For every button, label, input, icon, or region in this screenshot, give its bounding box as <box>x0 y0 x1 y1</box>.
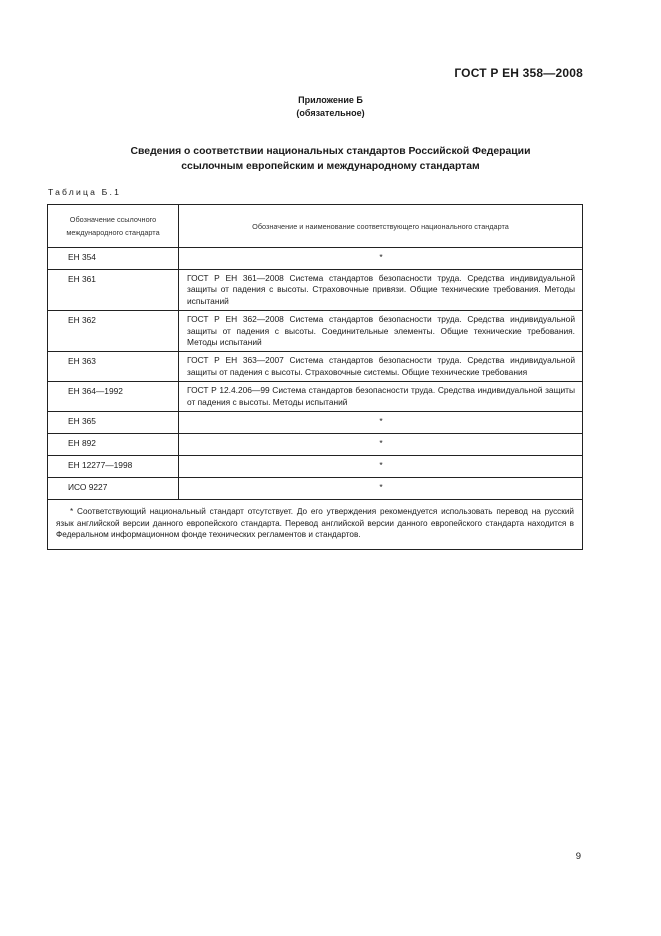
appendix-heading <box>0 94 661 120</box>
row-value: * <box>179 456 583 478</box>
header-international-standard: Обозначение ссылочного международного стандарта <box>48 205 179 248</box>
header-national-standard: Обозначение и наименование соответствующего национального стандарта <box>179 205 583 248</box>
table-row <box>48 412 583 434</box>
row-value: ГОСТ Р 12.4.206—99 Система стандартов безопасности труда. Средства индивидуальной защиты от падения с высоты. Методы испытаний <box>179 382 583 412</box>
row-code: ЕН 363 <box>48 352 179 382</box>
row-value: * <box>179 248 583 270</box>
row-code: ЕН 365 <box>48 412 179 434</box>
document-code: ГОСТ Р ЕН 358—2008 <box>454 66 583 80</box>
row-code: ЕН 354 <box>48 248 179 270</box>
appendix-title: Приложение Б <box>298 95 363 105</box>
table-caption: Таблица Б.1 <box>48 187 122 197</box>
table-row <box>48 382 583 412</box>
table-header-row <box>48 205 583 248</box>
row-code: ЕН 362 <box>48 311 179 352</box>
row-value: * <box>179 412 583 434</box>
table-row <box>48 270 583 311</box>
table-row <box>48 434 583 456</box>
table-row <box>48 311 583 352</box>
appendix-subtitle: (обязательное) <box>296 108 365 118</box>
row-code: ЕН 361 <box>48 270 179 311</box>
row-code: ЕН 892 <box>48 434 179 456</box>
standards-table-container <box>47 204 583 550</box>
table-row <box>48 456 583 478</box>
table-footnote-row <box>48 500 583 550</box>
row-value: ГОСТ Р ЕН 363—2007 Система стандартов безопасности труда. Средства индивидуальной защиты от падения с высоты. Страховочные системы. Общие технические требования <box>179 352 583 382</box>
row-value: * <box>179 434 583 456</box>
table-footnote: * Соответствующий национальный стандарт отсутствует. До его утверждения рекомендуется использовать перевод на русский язык английской версии данного европейского стандарта. Перевод английской версии данного европейского стандарта находится в Федеральном информационном фонде технических регламентов и стандартов. <box>48 500 583 550</box>
table-row <box>48 352 583 382</box>
standards-table <box>47 204 583 550</box>
section-title <box>0 144 661 174</box>
row-value: ГОСТ Р ЕН 361—2008 Система стандартов безопасности труда. Средства индивидуальной защиты от падения с высоты. Страховочные привязи. Общие технические требования. Методы испытаний <box>179 270 583 311</box>
row-code: ЕН 12277—1998 <box>48 456 179 478</box>
section-title-line-1: Сведения о соответствии национальных стандартов Российской Федерации <box>130 146 531 157</box>
row-value: * <box>179 478 583 500</box>
row-code: ЕН 364—1992 <box>48 382 179 412</box>
row-code: ИСО 9227 <box>48 478 179 500</box>
page-number: 9 <box>575 851 581 862</box>
row-value: ГОСТ Р ЕН 362—2008 Система стандартов безопасности труда. Средства индивидуальной защиты от падения с высоты. Соединительные элементы. Общие технические требования. Методы испытаний <box>179 311 583 352</box>
table-row <box>48 248 583 270</box>
section-title-line-2: ссылочным европейским и международному стандартам <box>181 161 480 172</box>
table-row <box>48 478 583 500</box>
